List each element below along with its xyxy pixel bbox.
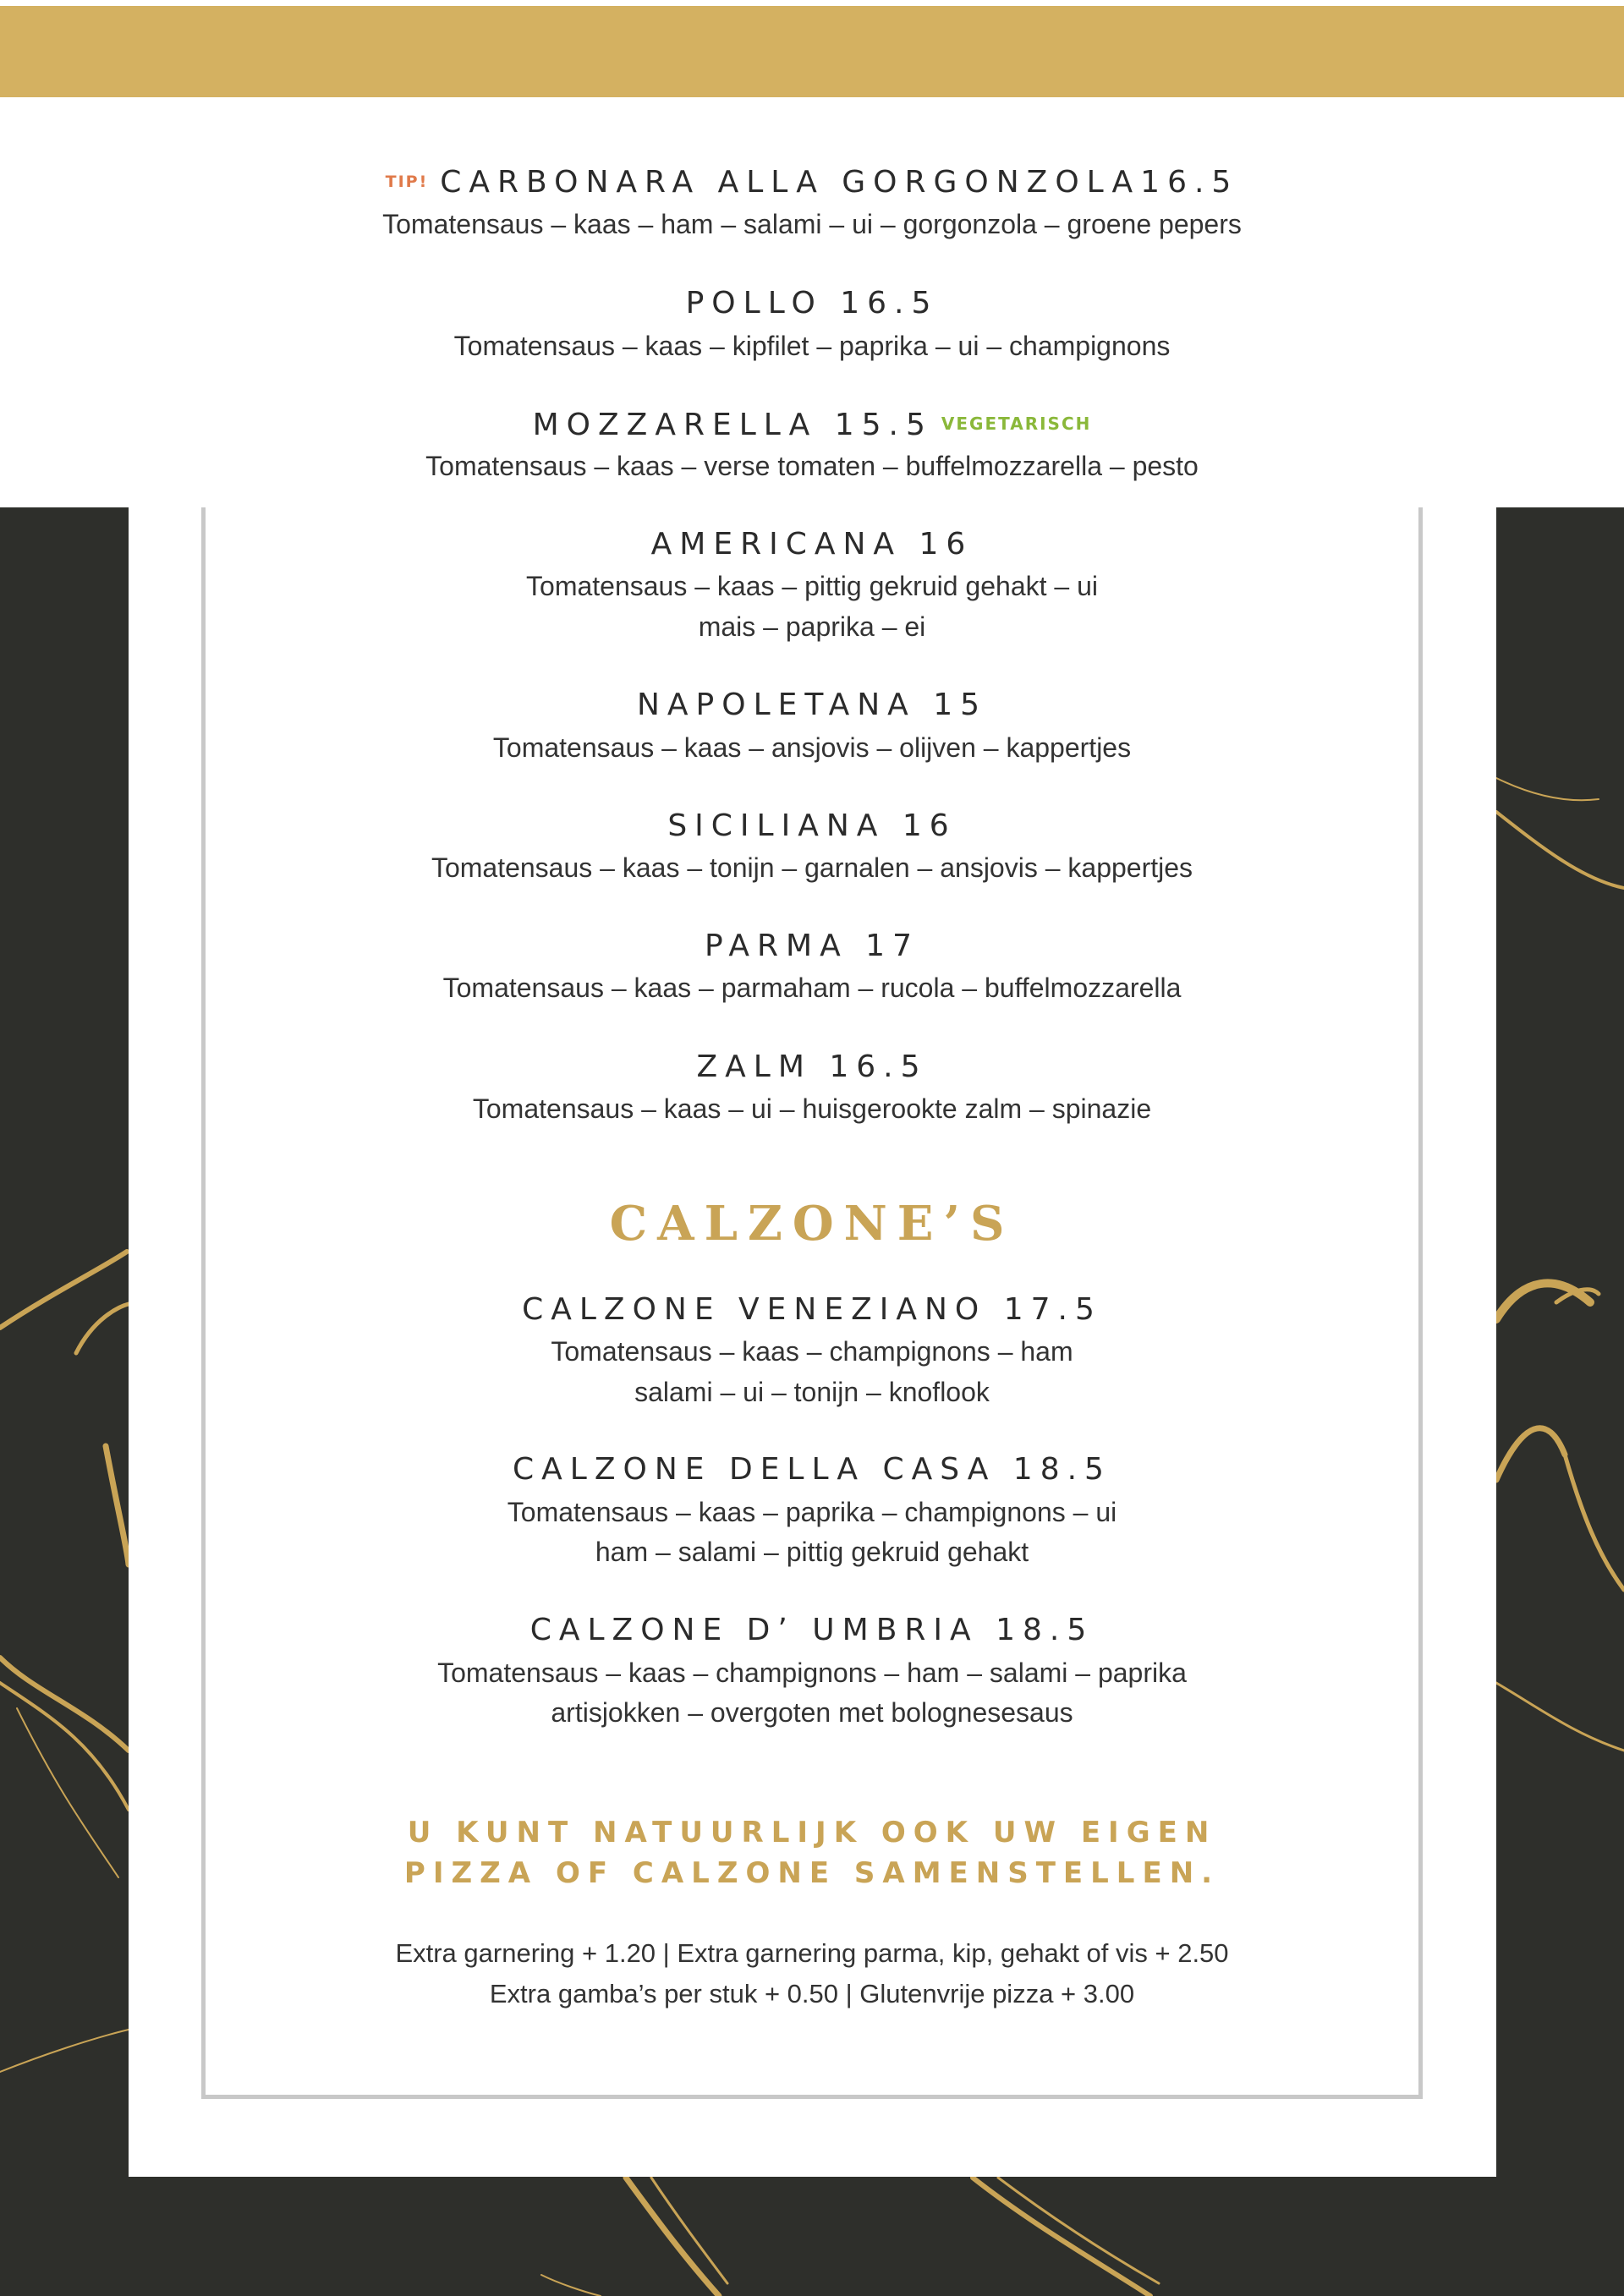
pizza-ingredients: Tomatensaus – kaas – tonijn – garnalen – ansjovis – kappertjes <box>431 852 1193 883</box>
pizza-title-napoletana: NAPOLETANA 15 <box>636 688 988 722</box>
calzone-ingredients: salami – ui – tonijn – knoflook <box>634 1377 990 1407</box>
pizza-title-pollo: POLLO 16.5 <box>685 286 939 321</box>
calzone-title-veneziano: CALZONE VENEZIANO 17.5 <box>522 1292 1102 1327</box>
calzone-ingredients: artisjokken – overgoten met bolognesesaus <box>551 1697 1073 1728</box>
extras-line-2: Extra gamba’s per stuk + 0.50 | Glutenvrije pizza + 3.00 <box>489 1979 1135 2008</box>
pizza-ingredients: Tomatensaus – kaas – ham – salami – ui – gorgonzola – groene pepers <box>382 209 1242 239</box>
extras-line-1: Extra garnering + 1.20 | Extra garnering parma, kip, gehakt of vis + 2.50 <box>395 1938 1229 1968</box>
calzone-title-umbria: CALZONE D’ UMBRIA 18.5 <box>529 1613 1095 1647</box>
pizza-ingredients: Tomatensaus – kaas – ui – huisgerookte zalm – spinazie <box>472 1093 1152 1124</box>
pizza-title-mozzarella <box>0 405 1624 444</box>
pizza-title-text: CARBONARA ALLA GORGONZOLA16.5 <box>440 165 1239 200</box>
promo-line-2: PIZZA OF CALZONE SAMENSTELLEN. <box>403 1856 1221 1890</box>
vegetarian-badge: VEGETARISCH <box>941 414 1092 434</box>
tip-badge: TIP! <box>385 173 429 191</box>
pizza-ingredients: Tomatensaus – kaas – ansjovis – olijven – kappertjes <box>492 732 1132 763</box>
section-title-calzones: CALZONE’S <box>609 1196 1015 1252</box>
calzone-ingredients: Tomatensaus – kaas – paprika – champignons – ui <box>507 1497 1117 1527</box>
pizza-title-siciliana: SICILIANA 16 <box>667 808 957 843</box>
calzone-title-della-casa: CALZONE DELLA CASA 18.5 <box>513 1452 1111 1487</box>
pizza-title-text: MOZZARELLA 15.5 <box>532 408 933 442</box>
promo-line-1: U KUNT NATUURLIJK OOK UW EIGEN <box>407 1816 1217 1849</box>
pizza-title-parma: PARMA 17 <box>705 929 919 963</box>
pizza-ingredients: Tomatensaus – kaas – parmaham – rucola – buffelmozzarella <box>442 973 1182 1003</box>
pizza-ingredients: Tomatensaus – kaas – verse tomaten – buffelmozzarella – pesto <box>425 451 1199 481</box>
calzone-ingredients: Tomatensaus – kaas – champignons – ham <box>551 1336 1073 1367</box>
pizza-title-zalm: ZALM 16.5 <box>696 1049 928 1084</box>
pizza-ingredients: Tomatensaus – kaas – pittig gekruid gehakt – ui <box>526 571 1098 601</box>
pizza-title-americana: AMERICANA 16 <box>650 527 974 562</box>
pizza-title-carbonara <box>0 163 1624 201</box>
calzone-ingredients: ham – salami – pittig gekruid gehakt <box>595 1537 1029 1567</box>
pizza-ingredients: Tomatensaus – kaas – kipfilet – paprika – ui – champignons <box>453 331 1171 361</box>
pizza-ingredients: mais – paprika – ei <box>698 611 926 642</box>
calzone-ingredients: Tomatensaus – kaas – champignons – ham – salami – paprika <box>437 1658 1187 1688</box>
